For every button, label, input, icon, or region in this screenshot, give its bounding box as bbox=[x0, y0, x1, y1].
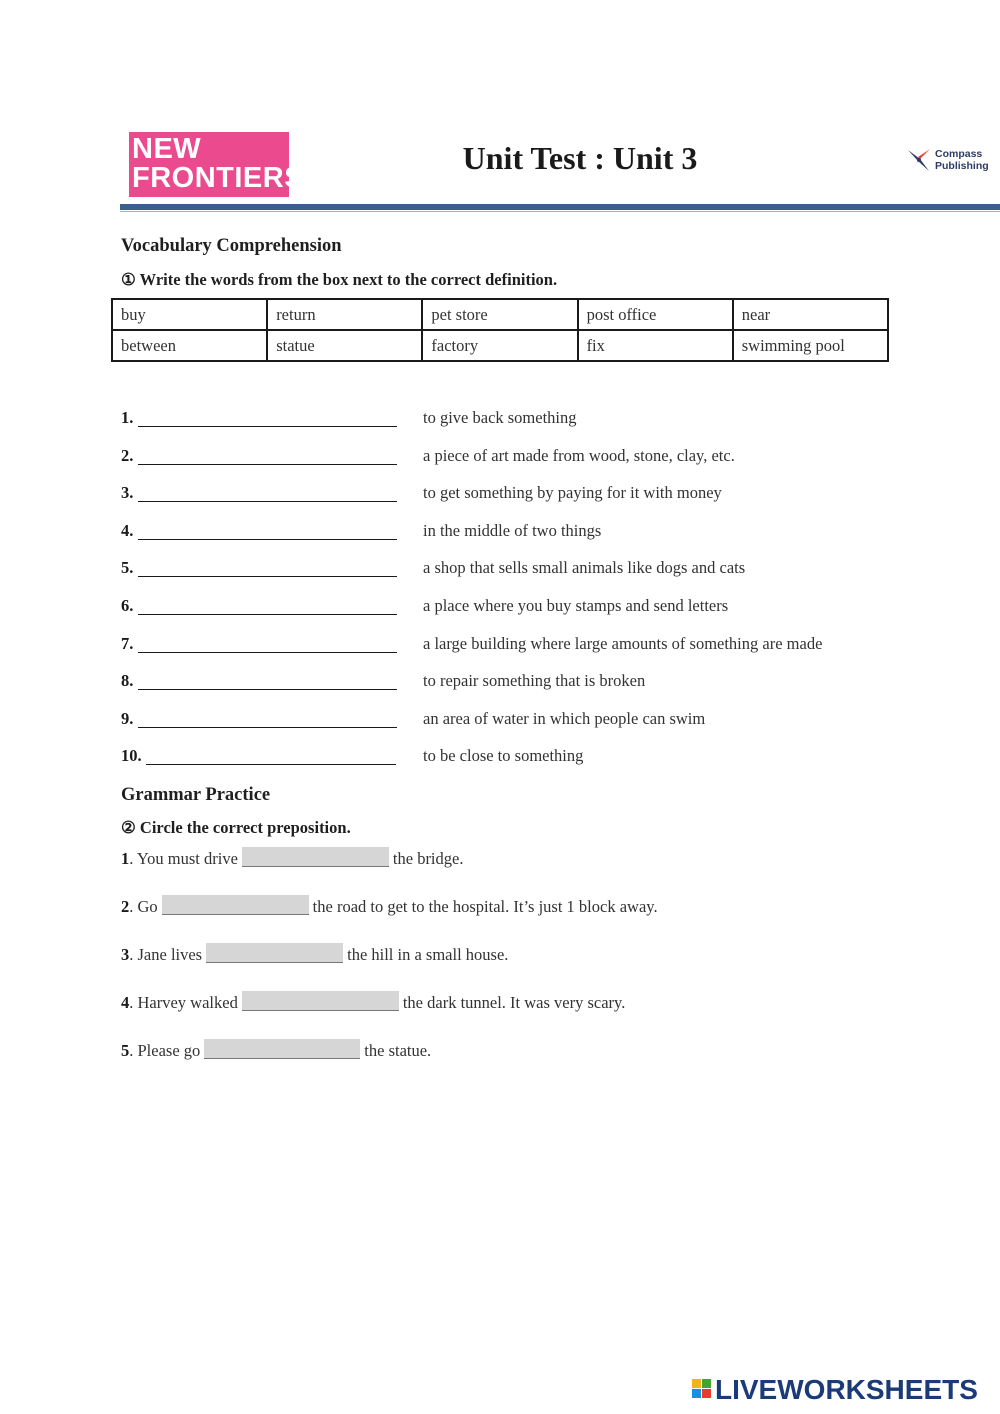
item-number: 5. bbox=[121, 558, 134, 577]
logo-line-1: NEW bbox=[132, 133, 202, 165]
word-box bbox=[111, 298, 889, 362]
vocab-item bbox=[121, 596, 881, 620]
sentence-start: . Harvey walked bbox=[129, 993, 238, 1012]
word-cell: buy bbox=[112, 299, 267, 330]
sentence-end: the hill in a small house. bbox=[347, 945, 509, 964]
answer-blank[interactable] bbox=[242, 847, 389, 867]
item-number: 6. bbox=[121, 596, 134, 615]
item-number: 3 bbox=[121, 945, 130, 964]
answer-blank[interactable] bbox=[206, 943, 343, 963]
page-title: Unit Test : Unit 3 bbox=[462, 140, 698, 176]
word-cell: factory bbox=[422, 330, 577, 361]
logo-line-2: FRONTIERS bbox=[132, 162, 305, 194]
vocab-heading: Vocabulary Comprehension bbox=[121, 236, 342, 256]
vocab-item bbox=[121, 408, 881, 432]
item-number: 3. bbox=[121, 483, 134, 502]
vocab-instruction: ① Write the words from the box next to the correct definition. bbox=[121, 270, 558, 289]
item-number: 7. bbox=[121, 634, 134, 653]
definition: a shop that sells small animals like dogs and cats bbox=[423, 558, 746, 577]
vocab-item bbox=[121, 558, 881, 582]
vocab-item bbox=[121, 483, 881, 507]
grammar-item bbox=[121, 991, 625, 1013]
grammar-instruction: ② Circle the correct preposition. bbox=[121, 818, 351, 837]
word-cell: post office bbox=[578, 299, 733, 330]
word-box-row bbox=[112, 330, 888, 361]
header-rule bbox=[120, 204, 1000, 210]
definition: a place where you buy stamps and send letters bbox=[423, 596, 729, 615]
answer-line[interactable] bbox=[138, 501, 397, 502]
grammar-item bbox=[121, 895, 658, 917]
vocab-item bbox=[121, 634, 881, 658]
definition: to get something by paying for it with money bbox=[423, 483, 722, 502]
sentence-start: . Go bbox=[129, 897, 158, 916]
vocab-item bbox=[121, 746, 881, 770]
word-cell: fix bbox=[578, 330, 733, 361]
publisher-name bbox=[935, 148, 989, 172]
word-cell: statue bbox=[267, 330, 422, 361]
item-number: 8. bbox=[121, 671, 134, 690]
answer-line[interactable] bbox=[138, 652, 397, 653]
vocab-item bbox=[121, 521, 881, 545]
publisher-line-2: Publishing bbox=[935, 160, 989, 172]
answer-blank[interactable] bbox=[242, 991, 399, 1011]
answer-blank[interactable] bbox=[204, 1039, 360, 1059]
word-cell: return bbox=[267, 299, 422, 330]
item-number: 4. bbox=[121, 521, 134, 540]
grammar-heading: Grammar Practice bbox=[121, 785, 271, 805]
sentence-start: . You must drive bbox=[129, 849, 238, 868]
compass-star-icon bbox=[905, 146, 933, 174]
definition: a large building where large amounts of something are made bbox=[423, 634, 823, 653]
sentence-end: the road to get to the hospital. It’s just 1 block away. bbox=[312, 897, 658, 916]
answer-line[interactable] bbox=[138, 426, 397, 427]
sentence-end: the statue. bbox=[364, 1041, 432, 1060]
vocab-item bbox=[121, 709, 881, 733]
answer-line[interactable] bbox=[138, 539, 397, 540]
answer-line[interactable] bbox=[146, 764, 396, 765]
live-blocks-icon bbox=[692, 1379, 712, 1401]
definition: to give back something bbox=[423, 408, 577, 427]
sentence-end: the dark tunnel. It was very scary. bbox=[402, 993, 626, 1012]
item-number: 2. bbox=[121, 446, 134, 465]
word-cell: near bbox=[733, 299, 888, 330]
header-rule-thin bbox=[120, 211, 1000, 212]
item-number: 1 bbox=[121, 849, 130, 868]
item-number: 10. bbox=[121, 746, 142, 765]
item-number: 2 bbox=[121, 897, 130, 916]
item-number: 9. bbox=[121, 709, 134, 728]
grammar-item bbox=[121, 1039, 431, 1061]
item-number: 4 bbox=[121, 993, 130, 1012]
item-number: 1. bbox=[121, 408, 134, 427]
publisher-line-1: Compass bbox=[935, 148, 983, 160]
word-box-row bbox=[112, 299, 888, 330]
answer-blank[interactable] bbox=[162, 895, 309, 915]
grammar-item bbox=[121, 847, 463, 869]
definition: to be close to something bbox=[423, 746, 584, 765]
word-cell: pet store bbox=[422, 299, 577, 330]
word-cell: between bbox=[112, 330, 267, 361]
item-number: 5 bbox=[121, 1041, 130, 1060]
answer-line[interactable] bbox=[138, 464, 397, 465]
answer-line[interactable] bbox=[138, 614, 397, 615]
answer-line[interactable] bbox=[138, 727, 397, 728]
vocab-item bbox=[121, 446, 881, 470]
definition: a piece of art made from wood, stone, clay, etc. bbox=[423, 446, 735, 465]
definition: to repair something that is broken bbox=[423, 671, 646, 690]
vocab-item bbox=[121, 671, 881, 695]
compass-publishing-logo bbox=[905, 145, 995, 175]
sentence-start: . Jane lives bbox=[129, 945, 203, 964]
sentence-end: the bridge. bbox=[392, 849, 464, 868]
definition: in the middle of two things bbox=[423, 521, 602, 540]
answer-line[interactable] bbox=[138, 689, 397, 690]
sentence-start: . Please go bbox=[129, 1041, 201, 1060]
brand-name: LIVEWORKSHEETS bbox=[715, 1374, 978, 1405]
liveworksheets-logo bbox=[692, 1374, 992, 1406]
answer-line[interactable] bbox=[138, 576, 397, 577]
grammar-item bbox=[121, 943, 508, 965]
new-frontiers-logo bbox=[129, 132, 305, 197]
word-cell: swimming pool bbox=[733, 330, 888, 361]
definition: an area of water in which people can swim bbox=[423, 709, 706, 728]
